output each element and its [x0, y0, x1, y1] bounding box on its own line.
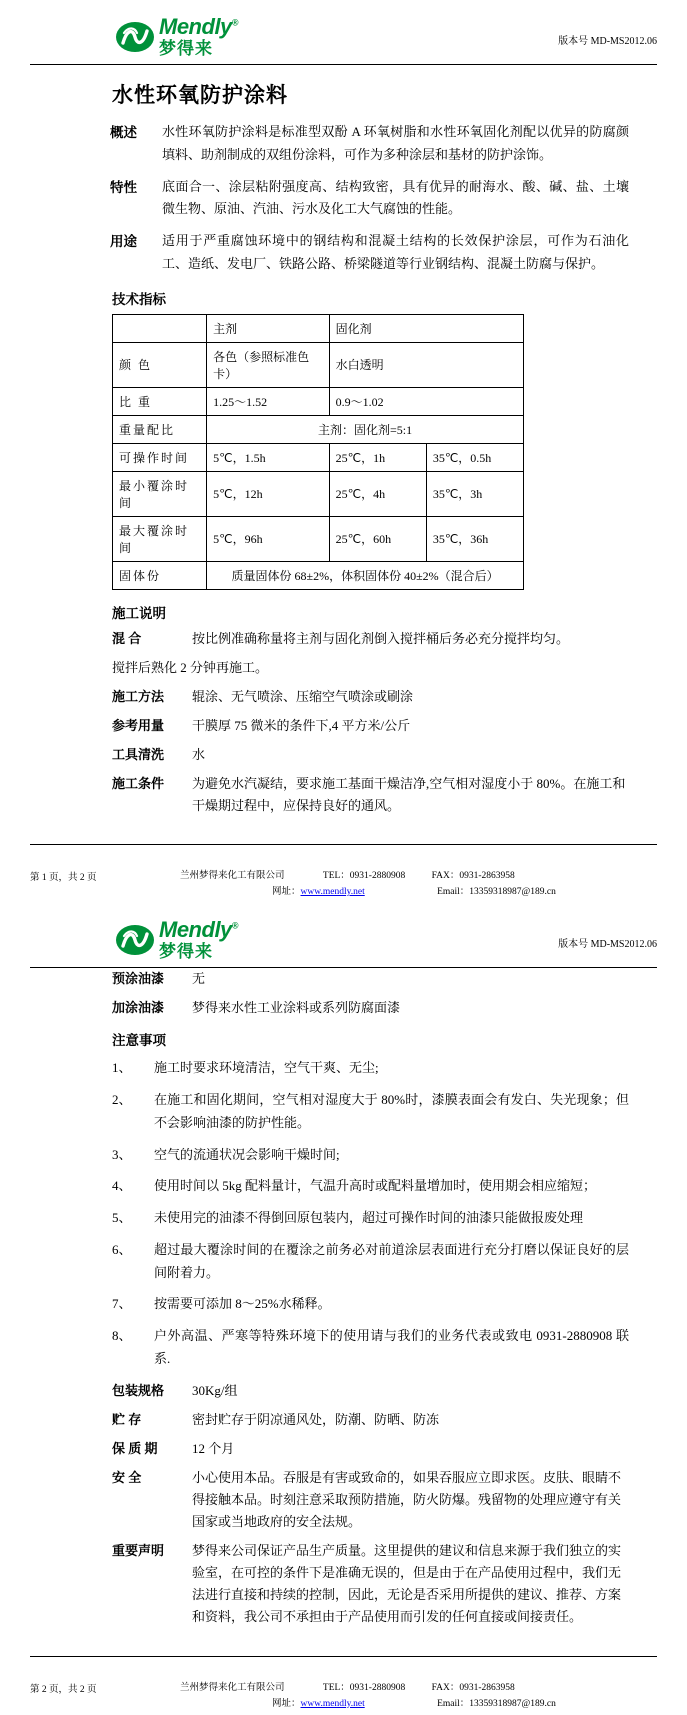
cell-min-recoat-5c: 5℃，12h [207, 471, 330, 516]
construction-method [30, 686, 657, 708]
storage-label: 贮 存 [112, 1411, 142, 1427]
table-row-solids [113, 561, 524, 589]
page2-content [0, 968, 687, 1628]
footer-divider-page2 [30, 1656, 657, 1657]
page-title: 水性环氧防护涂料 [112, 84, 288, 107]
construction-consumption-label: 参考用量 [112, 717, 165, 733]
page1-footer-email: Email：13359318987@189.cn [437, 887, 556, 898]
note-number-6: 6、 [112, 1241, 132, 1257]
footer-divider-page1 [30, 844, 657, 845]
page1-footer-site-link[interactable]: www.mendly.net [300, 887, 365, 898]
section-overview-text: 水性环氧防护涂料是标准型双酚 A 环氧树脂和水性环氧固化剂配以优异的防腐颜填料、助剂制成的双组份涂料，可作为多种涂层和基材的防护涂饰。 [162, 124, 629, 162]
page1-content [0, 79, 687, 817]
note-item-6 [30, 1239, 657, 1285]
table-row-max-recoat [113, 516, 524, 561]
cell-label-max-recoat: 最大覆涂时间 [113, 516, 207, 561]
cell-header-hardener: 固化剂 [329, 314, 523, 342]
registered-mark-page2: ® [231, 920, 238, 931]
construction-method-text: 辊涂、无气喷涂、压缩空气喷涂或刷涂 [192, 688, 414, 704]
cell-density-main: 1.25～1.52 [207, 387, 330, 415]
cell-color-main: 各色（参照标准色卡） [207, 342, 330, 387]
top-coat-text: 梦得来水性工业涂料或系列防腐面漆 [192, 1000, 401, 1016]
construction-conditions-label: 施工条件 [112, 775, 165, 791]
page2-footer-email: Email：13359318987@189.cn [437, 1698, 556, 1709]
shelf-life-text: 12 个月 [192, 1440, 235, 1456]
page1-page-number: 第 1 页，共 2 页 [30, 873, 97, 884]
logo-mark-icon-page2 [115, 924, 155, 956]
section-overview [30, 121, 657, 167]
cell-max-recoat-35c: 35℃，36h [426, 516, 523, 561]
document-page-2 [0, 903, 687, 1714]
cell-header-main: 主剂 [207, 314, 330, 342]
page2-footer-site-label: 网址： [272, 1698, 301, 1709]
construction-mixing-note: 搅拌后熟化 2 分钟再施工。 [112, 659, 269, 675]
cell-solids-value: 质量固体份 68±2%，体积固体份 40±2%（混合后） [207, 561, 524, 589]
packaging-row [30, 1380, 657, 1402]
note-number-2: 2、 [112, 1092, 132, 1108]
pre-coat-text: 无 [192, 971, 206, 987]
note-text-3: 空气的流通状况会影响干燥时间; [154, 1146, 340, 1162]
tech-spec-table [112, 314, 524, 590]
logo-text-cn-page2: 梦得来 [159, 942, 213, 962]
note-text-5: 未使用完的油漆不得倒回原包装内，超过可操作时间的油漆只能做报废处理 [154, 1210, 584, 1226]
note-item-8 [30, 1325, 657, 1371]
section-uses-label: 用途 [110, 234, 137, 249]
logo-text-cn: 梦得来 [159, 39, 213, 58]
note-text-2: 在施工和固化期间，空气相对湿度大于 80%时，漆膜表面会有发白、失光现象；但不会影响油漆的防护性能。 [154, 1092, 629, 1130]
top-coat-row [30, 997, 657, 1019]
cell-min-recoat-25c: 25℃，4h [329, 471, 426, 516]
note-item-5 [30, 1207, 657, 1230]
page2-footer-company: 兰州梦得来化工有限公司 [180, 1682, 285, 1693]
note-text-6: 超过最大覆涂时间的在覆涂之前务必对前道涂层表面进行充分打磨以保证良好的层间附着力。 [154, 1241, 629, 1280]
cell-density-hardener: 0.9～1.02 [329, 387, 523, 415]
cell-label-solids: 固体份 [113, 561, 207, 589]
construction-conditions-text: 为避免水汽凝结，要求施工基面干燥洁净,空气相对湿度小于 80%。在施工和干燥期过程中，应保持良好的通风。 [192, 775, 626, 814]
logo-en-label: Mendly [159, 14, 232, 39]
note-item-7 [30, 1293, 657, 1316]
note-item-2 [30, 1089, 657, 1135]
cell-label-ratio: 重量配比 [113, 415, 207, 443]
storage-text: 密封贮存于阴凉通风处，防潮、防晒、防冻 [192, 1411, 440, 1427]
table-row-density [113, 387, 524, 415]
section-uses-text: 适用于严重腐蚀环境中的钢结构和混凝土结构的长效保护涂层，可作为石油化工、造纸、发电厂、铁路公路、桥梁隧道等行业钢结构、混凝土防腐与保护。 [162, 233, 629, 271]
page2-footer-site-link[interactable]: www.mendly.net [300, 1698, 365, 1709]
construction-heading: 施工说明 [112, 605, 166, 621]
storage-row [30, 1409, 657, 1431]
company-logo [115, 16, 238, 57]
top-coat-label: 加涂油漆 [112, 1000, 165, 1016]
construction-conditions [30, 773, 657, 817]
cell-ratio-value: 主剂：固化剂=5:1 [207, 415, 524, 443]
section-overview-label: 概述 [110, 125, 137, 140]
table-row-header [113, 314, 524, 342]
cell-label-density: 比 重 [113, 387, 207, 415]
page2-footer-tel: TEL：0931-2880908 [322, 1682, 406, 1693]
section-features-text: 底面合一、涂层粘附强度高、结构致密，具有优异的耐海水、酸、碱、盐、土壤微生物、原油、汽油、污水及化工大气腐蚀的性能。 [162, 178, 629, 217]
construction-method-label: 施工方法 [112, 688, 165, 704]
construction-consumption-text: 干膜厚 75 微米的条件下,4 平方米/公斤 [192, 717, 411, 733]
logo-text-en [159, 16, 238, 38]
note-text-7: 按需要可添加 8～25%水稀释。 [154, 1296, 331, 1312]
disclaimer-label: 重要声明 [112, 1543, 165, 1559]
section-features [30, 176, 657, 222]
tech-spec-heading: 技术指标 [112, 291, 166, 307]
disclaimer-row [30, 1540, 657, 1628]
logo-mark-icon [115, 21, 155, 53]
construction-consumption [30, 715, 657, 737]
note-item-3 [30, 1144, 657, 1167]
construction-cleaning-text: 水 [192, 746, 206, 762]
page1-footer-fax: FAX：0931-2863958 [431, 871, 515, 882]
cell-max-recoat-25c: 25℃，60h [329, 516, 426, 561]
cell-color-hardener: 水白透明 [329, 342, 523, 387]
registered-mark: ® [231, 17, 238, 28]
safety-row [30, 1467, 657, 1533]
construction-mixing-label: 混 合 [112, 630, 142, 646]
construction-mixing-text: 按比例准确称量将主剂与固化剂倒入搅拌桶后务必充分搅拌均匀。 [192, 630, 570, 646]
section-features-label: 特性 [110, 179, 137, 195]
note-number-4: 4、 [112, 1178, 132, 1194]
note-number-5: 5、 [112, 1210, 132, 1226]
shelf-life-row [30, 1438, 657, 1460]
cell-header-blank [113, 314, 207, 342]
construction-mixing [30, 628, 657, 650]
cell-min-recoat-35c: 35℃，3h [426, 471, 523, 516]
page1-footer-site-label: 网址： [272, 887, 301, 898]
logo-en-label-page2: Mendly [159, 917, 232, 943]
notes-heading: 注意事项 [112, 1033, 166, 1049]
page1-footer-tel: TEL：0931-2880908 [322, 871, 406, 882]
page2-footer [0, 1675, 687, 1715]
cell-label-potlife: 可操作时间 [113, 443, 207, 471]
version-label-page1: 版本号 MD-MS2012.06 [558, 36, 657, 47]
logo-text-en-page2 [159, 919, 238, 941]
note-number-7: 7、 [112, 1296, 132, 1312]
safety-label: 安 全 [112, 1469, 142, 1485]
packaging-text: 30Kg/组 [192, 1382, 238, 1398]
cell-potlife-25c: 25℃，1h [329, 443, 426, 471]
page1-header [0, 10, 687, 62]
disclaimer-text: 梦得来公司保证产品生产质量。这里提供的建议和信息来源于我们独立的实验室，在可控的条件下是准确无误的，但是由于在产品使用过程中，我们无法进行直接和持续的控制，因此，无论是否采用所提供的建议、推荐、方案和资料，我公司不承担由于产品使用而引发的任何直接或间接责任。 [192, 1543, 622, 1625]
cell-label-min-recoat: 最小覆涂时间 [113, 471, 207, 516]
note-text-1: 施工时要求环境清洁，空气干爽、无尘; [154, 1060, 379, 1076]
cell-potlife-5c: 5℃，1.5h [207, 443, 330, 471]
note-item-1 [30, 1057, 657, 1080]
table-row-ratio [113, 415, 524, 443]
section-uses [30, 230, 657, 276]
company-logo-page2 [115, 919, 238, 960]
pre-coat-label: 预涂油漆 [112, 971, 165, 987]
note-text-8: 户外高温、严寒等特殊环境下的使用请与我们的业务代表或致电 0931-2880908 联系. [154, 1328, 629, 1366]
table-row-color [113, 342, 524, 387]
note-item-4 [30, 1175, 657, 1198]
table-row-potlife [113, 443, 524, 471]
cell-potlife-35c: 35℃，0.5h [426, 443, 523, 471]
header-divider-page1 [30, 64, 657, 65]
note-number-8: 8、 [112, 1328, 132, 1344]
table-row-min-recoat [113, 471, 524, 516]
page2-footer-fax: FAX：0931-2863958 [431, 1682, 515, 1693]
cell-label-color: 颜 色 [113, 342, 207, 387]
pre-coat-row [30, 968, 657, 990]
page2-header [0, 913, 687, 965]
page1-footer-company: 兰州梦得来化工有限公司 [180, 871, 285, 882]
cell-max-recoat-5c: 5℃，96h [207, 516, 330, 561]
page2-page-number: 第 2 页，共 2 页 [30, 1684, 97, 1695]
note-number-3: 3、 [112, 1146, 132, 1162]
construction-cleaning [30, 744, 657, 766]
safety-text: 小心使用本品。吞服是有害或致命的，如果吞服应立即求医。皮肤、眼睛不得接触本品。时刻注意采取预防措施，防火防爆。残留物的处理应遵守有关国家或当地政府的安全法规。 [192, 1469, 622, 1530]
page1-footer [0, 863, 687, 903]
note-number-1: 1、 [112, 1060, 132, 1076]
version-label-page2: 版本号 MD-MS2012.06 [558, 939, 657, 951]
construction-cleaning-label: 工具清洗 [112, 746, 165, 762]
packaging-label: 包装规格 [112, 1382, 165, 1398]
note-text-4: 使用时间以 5kg 配料量计，气温升高时或配料量增加时，使用期会相应缩短； [154, 1178, 597, 1194]
shelf-life-label: 保 质 期 [112, 1440, 158, 1456]
